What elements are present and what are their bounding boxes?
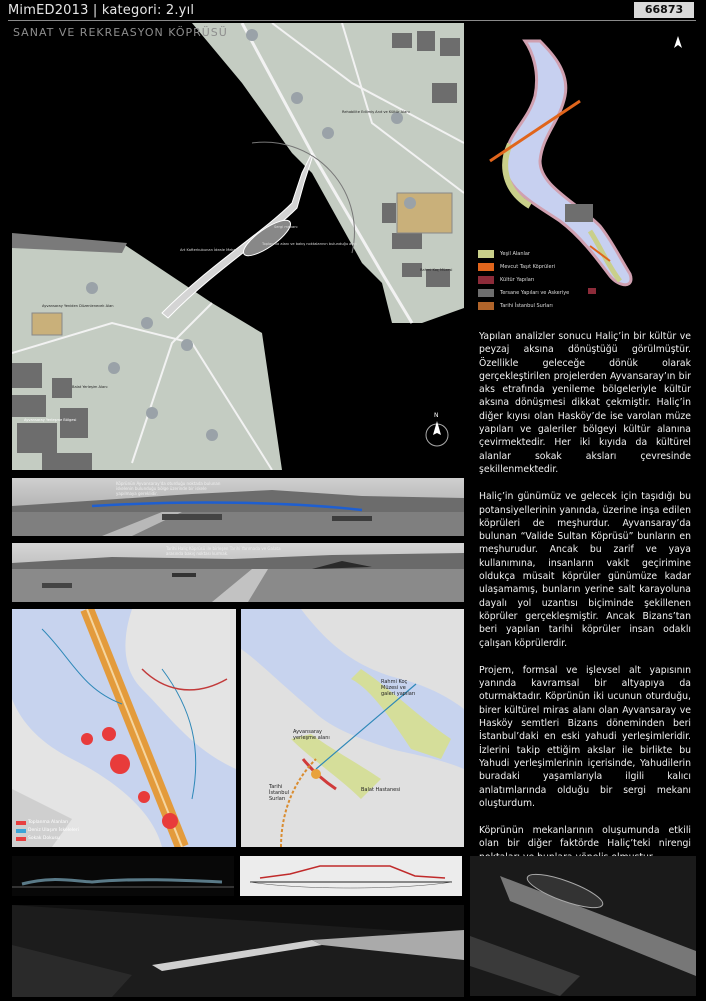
photo-caption-2: Tarihi Haliç Köprüsü ile birleşen Tarihi Yarımada ve Galata arasında bakış noktası kurmak. [166,546,281,556]
legend-swatch [478,250,494,258]
legend-item [16,820,116,828]
legend-swatch [16,837,26,841]
render-perspective [12,905,464,997]
annotation: Toplanma alanı ve bakış noktalarının bulunduğu alan [262,242,357,246]
legend-label: Toplanma Alanları [28,820,69,825]
legend-swatch [478,302,494,310]
paragraph: Projem, formsal ve işlevsel alt yapısının yanında kavramsal bir altyapıya da oturmaktadır. Köprünün iki ucunun oturduğu, birer kültürel miras alanı olan Ayvansaray ve Hasköy semtleri Bizans döneminden beri İstanbul’daki en eski yahudi yerleşimleridir. İzlerini takip ettiğim akslar ile birlikte bu Yahudi yerleşimlerinin içerisinde, Yahudilerin buradaki yaşamlarıyla ilgili kalıcı anlatımlarında olduğu bir sergi mekanı oluşturdum. [479,664,691,809]
elevation-thumbnail [12,856,234,896]
park-lot [32,313,62,335]
legend-label: Sokak Dokusu [28,836,60,841]
legend-swatch [16,829,26,833]
panorama-photo-1 [12,478,464,536]
legend-swatch [478,276,494,284]
legend-label: Kültür Yapıları [500,277,535,283]
legend-swatch [16,821,26,825]
section-drawing [240,856,462,896]
legend-label: Deniz Ulaşım İskeleleri [28,828,79,833]
map-label: Balat Hastanesi [361,787,401,793]
annotation: Balat Yerleşim Alanı [72,385,108,389]
project-title: SANAT VE REKREASYON KÖPRÜSÜ [13,26,228,39]
bridge [162,153,312,318]
header-title: MimED2013 | kategori: 2.yıl [8,3,195,18]
paragraph: Köprünün mekanlarının oluşumunda etkili olan bir diğer faktörde Haliç’teki nirengi [479,825,691,850]
annotation: Ayvansaray Yeniden Düzenlenecek Alan [42,304,114,308]
bridge-platform [239,215,295,262]
legend-swatch [478,263,494,271]
legend-label: Tarihi İstanbul Surları [500,303,553,309]
legend-swatch [478,289,494,297]
legend-item [16,836,116,844]
render-aerial [470,856,696,996]
analysis-map-left [12,609,236,847]
photo-caption-1: Köprünün Ayvansaray'da oturduğu noktada bulunan iskelenin bulunduğu bölge üzerinde bir iskele yapılmaya gereklidir. [116,481,221,496]
left-map-legend [16,820,116,844]
header-code-badge: 66873 [634,2,694,18]
annotation: Sergi mekanı [274,225,298,229]
header-divider [8,20,696,21]
analysis-map-right [241,609,464,847]
sports-field [397,193,452,233]
legend-item [16,828,116,836]
paragraph: Haliç’in günümüz ve gelecek için taşıdığı bu potansiyellerinin yanında, üzerine inşa edilen köprüleri de meşhurdur. Ayvansaray’da bulunan “Valide Sultan Köprüsü” bunların en meşhurudur. Ancak bu zarif ve yaya kullanımına, insanların vakit geçirimine oldukça müsait köprüler günümüze kadar ulaşamamış, bunların yerine salt karayoluna dayalı yol uzantısı biçiminde şekillenen köprüler gerçekleşmiştir. Ancak Bizans’tan beri yapılan tarihi köprüler insan odaklı çalışan köprülerdir. [479,491,691,649]
north-arrow-icon [426,421,448,446]
annotation: Art Kafterkubunan İdeale Mekanı [180,248,239,252]
body-text [479,330,691,878]
annotation: Rahmi Koç Müzesi [420,268,453,272]
paragraph: Yapılan analizler sonucu Haliç’in bir kültür ve peyzaj aksına dönüştüğü görülmüştür. Özellikle geleceğe dönük olarak gerçekleştirilen projelerden Ayvansaray’ın bir aks etrafında yenileme bölgeleriyle kültür aksına dönüşmesi dikkat çekmiştir. Haliç’in diğer kıyısı olan Hasköy’de ise varolan müze yapıları ve galeriler bölgeyi kültür alanına çevirmektedir. Her iki kıyıda da kültürel alanlar sokak aksları çevresinde şekillenmektedir. [479,331,691,475]
site-plan [12,23,464,470]
annotation: Ayvansaray Yerleşme Bölgesi [24,418,77,422]
land-upper-right [192,23,464,323]
north-arrow-icon [674,36,682,48]
military-area [565,204,593,222]
north-label: N [434,412,439,419]
annotation: Rehabilite Edilmiş Anıt ve Kültür Alanı [342,110,410,114]
map-label: Ayvansaray yerleşme alanı [293,729,330,741]
legend-label: Yeşil Alanlar [500,251,530,257]
map-label: Tarihi İstanbul Surları [269,784,290,802]
legend-label: Mevcut Taşıt Köprüleri [500,264,556,270]
golden-horn-water [504,41,631,285]
legend-label: Tersane Yapıları ve Askeriye [500,290,570,296]
culture-building [588,288,596,294]
map-label: Rahmi Koç Müzesi ve galeri yapıları [381,679,416,697]
